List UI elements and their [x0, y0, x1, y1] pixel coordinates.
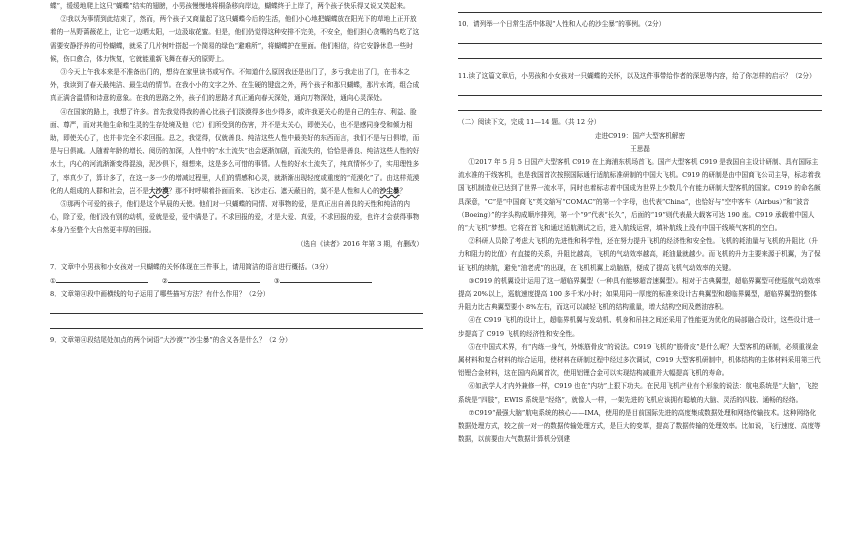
answer-11-line-2[interactable] — [458, 101, 822, 111]
paragraph-3: ③今天上午我本来是不准备出门的，想待在家里读书或写作。不知道什么原因我还是出门了，多亏我走出了门，在书本之外，我读到了春天最纯洁、最生动的情节。在我小小的文字之外、在生硬的键盘之外，两个孩子和那只蝴蝶，那片水湾，组合成真正满含温情和诗意的意象。在我的思路之外，孩子们的思路才真正通向春天深处，通向万物深处，通向心灵深处。 — [50, 68, 420, 103]
question-7: 7．文章中小男孩和小女孩对一只蝴蝶的关怀体现在三件事上，请用简洁的语言进行概括。（3分） — [50, 262, 333, 271]
article-paragraph-1: ①2017 年 5 月 5 日国产大型客机 C919 在上海浦东机场首飞。国产大型客机 C919 是我国自主设计研制、具有国际主流水准的干线客机，也是我国首次按照国际通行适航标准研制的中国大飞机。C919 的研制是由中国商飞公司主导，标志着我国飞机制造业已达到了世界一流水平，同时也着标志着中国成为世界上少数几个有能力研制大型客机的国家。C919 的命名颇具深意，“C”是“中国商飞”英文缩写“COMAC”的第一个字母，也代表“China”，也恰好与“空中客车（Airbus）”和“波音（Boeing）”的字头构成顺序排列，第一个“9”代表“长久”，后面的“19”则代表最大载客可达 190 座。C919 承载着中国人的“大飞机”梦想。它将在首飞和通过适航测试之后，进入航线运营，填补航线上没有中国干线喷气客机的空白。 — [458, 158, 821, 233]
article-paragraph-2: ②科研人员除了考虑大飞机的先进性和科学性，还在努力提升飞机的经济性和安全性。飞机的耗油量与飞机的升阻比（升力和阻力的比值）有直接的关系，升阻比越高，飞机的气动效率越高，耗油量就越少。而飞机的升力主要来源于机翼，为了保证飞机的续航，避免“油老虎”的出现，在飞机机翼上动脑筋，便成了提高飞机气动效率的关键。 — [458, 237, 821, 272]
paragraph-4-mid: ？那不时呼啸着扑面而来、飞沙走石、遮天蔽日的，莫不是人性和人心的 — [168, 186, 380, 195]
answer-8-line-2[interactable] — [50, 319, 423, 329]
article-author: 王思磊 — [630, 144, 650, 153]
answer-7-blank-2[interactable] — [168, 274, 260, 283]
article-paragraph-3: ③C919 的机翼设计运用了这一超临界翼型（一种具有能够超音速翼型）。相对于古典翼型，超临界翼型可使巡航气动效率提高 20%以上，巡航速度提高 100 多千米/小时；如果用同一厚度的标准来设计古典翼型和超临界翼型，超临界翼型的整体升阻力比古典翼型要小 8%左右，而这可以减轻飞机的结构重量，增大结构空间及燃油容积。 — [458, 276, 821, 312]
article-paragraph-6: ⑥如武学人才内外兼修一样，C919 也在“内功”上狠下功夫。在民用飞机产业有个形象的说法：航电系统是“大脑”，飞控系统是“四肢”，EWIS 系统是“经络”，就像人一样，一架先进的飞机应该拥有聪敏的大脑、灵活的四肢、通畅的经络。 — [458, 382, 819, 404]
article-paragraph-7: ⑦C919“最强大脑”航电系统的核心——IMA，使用的是目前国际先进的高度集成数据处理和网络传输技术。这种网络化数据处理方式，较之前一对一的数据传输处理方式，是巨大的变革，提高了数据传输的处理效率。比如说，飞行速度、高度等数据，以前要由大气数据计算机分别建 — [458, 408, 821, 444]
article-paragraph-4: ④在 C919 飞机的设计上，超临界机翼与发动机、机身和吊挂之间还采用了性能更为优化的局部融合设计，这些设计进一步提高了 C919 飞机的经济性和安全性。 — [458, 316, 821, 338]
question-8: 8．文章第④段中画横线的句子运用了哪些描写方法？有什么作用？（2分） — [50, 290, 270, 299]
question-7-answers — [50, 274, 423, 288]
paragraph-4-text: ④在国家的路上，我想了许多。首先我觉得我的善心比孩子们淡漠得多也少得多，或许我更关心的是自己的生存、利益、脸面、尊严，而对其他生命和生灵的生存处境及他（它）们所受到的伤害，并不是太关心，即使关心，也不是感同身受和倾力相助，即使关心了，也并非完全不求回报。总之，我觉得，仅就善良、纯洁这些人性中最美好的东西而言，我们不是与日俱增，而是与日俱减。人随着年龄的增长、阅历的加深，人性中的“水土流失”也会逐渐加剧，而流失的，恰恰是善良、纯洁这些人性的好水土，内心的河流渐渐变得混浊，泥沙俱下，细想来，这是多么可惜的事情。人性的好水土流失了，纯真情怀少了，实用理性多了，率真少了，算计多了，在这一多一少的增减过程里，人们的情感和心灵，就渐渐出现轻度或重度的“荒漠化”了。由这样荒漠化的人组成的人群和社会，岂不是 — [50, 107, 420, 195]
answer-7-label-1: ① — [50, 277, 56, 286]
term-sandstorm: 沙尘暴 — [379, 186, 400, 195]
term-big-desert: 大沙漠 — [148, 186, 169, 195]
paragraph-4 — [50, 106, 423, 198]
answer-8-line-1[interactable] — [50, 304, 423, 314]
question-10: 10．请列举一个日常生活中体现“人性和人心的沙尘暴”的事例。（2分） — [458, 20, 666, 28]
answer-7-label-3: ③ — [273, 277, 280, 286]
answer-7-blank-3[interactable] — [280, 274, 372, 283]
answer-7-label-2: ② — [161, 277, 168, 286]
answer-10-line-2[interactable] — [458, 49, 822, 59]
answer-11-line-1[interactable] — [458, 86, 822, 96]
right-column — [458, 0, 822, 553]
paragraph-5: ⑤那两个可爱的孩子，他们是这个早晨的天使。他们对一只蝴蝶的同情、对事物的爱，是真正出自善良的天性和纯洁的内心，除了爱，他们没有别的动机，爱就是爱，爱中满是了。不求回报的爱，才是大爱、真爱，不求回报的爱，也许才会获得事物本身乃至整个大自然更丰厚的回报。 — [50, 200, 420, 235]
source-citation: （选自《读者》2016 年第 3 期，有删改） — [296, 239, 423, 248]
answer-10-line-1[interactable] — [458, 34, 822, 44]
paragraph-4-end: ？ — [399, 186, 407, 195]
paragraph-2: ②我以为事情到此结束了，然而，两个孩子又商量起了这只蝴蝶今后的生活，他们小心地把蝴蝶放在阳光下的草地上正开放着的一丛野蔷薇花上，让它一边晒太阳，一边汲取花蜜。但是，他们仍觉得这种安排不完美，不安全，他们担心贪嘴的鸟吃了这需要安静抒养的可怜蝴蝶，就采了几片树叶搭起一个简易的绿色“避难所”，将蝴蝶护在里面。他们相信，待它安静休息一些时候，伤口愈合，体力恢复，它就能重新飞舞在春天的原野上。 — [50, 15, 420, 63]
answer-9-line[interactable] — [458, 3, 822, 13]
article-title: 走进C919：国产大型客机解密 — [594, 131, 686, 140]
left-column — [50, 0, 423, 553]
answer-7-blank-1[interactable] — [56, 274, 148, 283]
question-11: 11.读了这篇文章后，小男孩和小女孩对一只蝴蝶的关怀，以及这件事带给作者的深思等内容，给了你怎样的启示？（2分） — [458, 72, 816, 81]
article-paragraph-5: ⑤在中国式术界，有“内练一身气，外炼筋骨皮”的说法。C919 飞机的“筋骨皮”是什么呢？大型客机的研制，必须重视金属材料和复合材料的综合运用，使材料在研制过程中经过多次调试，C919 大型客机研制中，机体结构的主体材料采用第三代铝锂合金材料，这在国内尚属首次，使用铝锂合金可以实现结构减重并大幅提高飞机的寿命。 — [458, 342, 821, 378]
question-9: 9．文章第④段结尾处加点的两个词语“大沙漠”“沙尘暴”的含义各是什么？（2 分） — [50, 336, 292, 345]
paragraph-1-continued: 蝶”，缓缓地爬上这只“蝴蝶”结实的翅膀，小男孩慢慢地将桐条移向岸边，蝴蝶终于上岸了，两个孩子快乐得又说又笑起来。 — [50, 2, 410, 10]
section-2-heading: （二）阅读下文，完成 11—14 题。（共 12 分） — [458, 118, 601, 127]
